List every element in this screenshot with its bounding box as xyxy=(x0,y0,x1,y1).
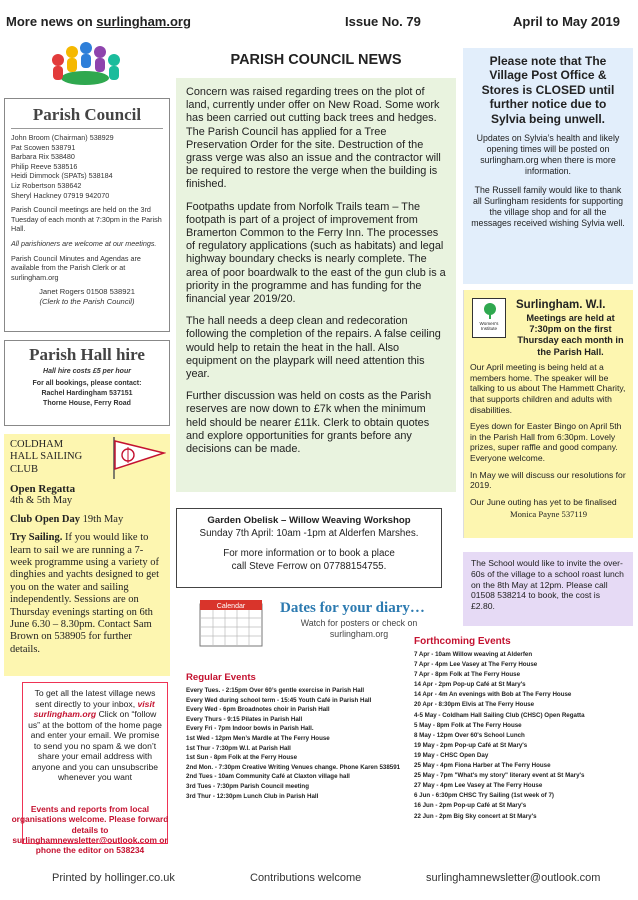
club-name-line: CLUB xyxy=(10,463,39,475)
wi-logo-text: Women's Institute xyxy=(479,321,499,331)
diary-subtitle: Watch for posters or check on surlingham.org xyxy=(300,618,418,640)
parish-news-box xyxy=(176,78,456,492)
footer-contributions: Contributions welcome xyxy=(250,872,362,884)
sailing-club-burgee-icon xyxy=(110,435,166,481)
parish-council-box xyxy=(4,98,170,332)
list-item: Every Tues. - 2:15pm Over 60’s gentle exercise in Parish Hall xyxy=(186,687,365,694)
list-item: Every Wed during school term - 15:45 Youth Café in Parish Hall xyxy=(186,696,372,704)
hall-bookings-label: For all bookings, please contact: xyxy=(32,380,142,387)
womens-institute-box xyxy=(463,290,633,538)
more-news-header xyxy=(6,14,191,29)
try-sailing-title: Try Sailing. xyxy=(10,532,63,544)
hall-address: Thorne House, Ferry Road xyxy=(43,400,131,407)
list-item: 6 Jun - 6:30pm CHSC Try Sailing (1st week of 7) xyxy=(414,792,554,800)
list-item: 25 May - 7pm "What's my story" literary event at St Mary's xyxy=(414,772,585,780)
school-lunch-box: The School would like to invite the over-60s of the village to a school roast lunch on the 8th May at 12pm. Please call 01508 538214 to book, the cost is £2.80. xyxy=(463,552,633,626)
clerk-contact: Janet Rogers 01508 538921 xyxy=(39,287,135,297)
list-item: Every Fri - 7pm Indoor bowls in Parish Hall. xyxy=(186,725,314,733)
workshop-info: For more information or to book a place xyxy=(223,548,395,560)
post-office-updates: Updates on Sylvia’s health and likely opening times will be posted on surlingham.org when there is more information. xyxy=(476,133,620,177)
parish-council-welcome: All parishioners are welcome at our meetings. xyxy=(11,238,157,248)
list-item: 5 May - 8pm Folk at The Ferry House xyxy=(414,721,522,729)
parish-news-paragraph: Footpaths update from Norfolk Trails team – The footpath is part of a project of improvement from Bramerton Common to the Ferry Inn. The processes of regulatory applications (such as habitats) and legal highway boundary checks is nearly complete. The area of poor boardwalk to the east of the gun club is a priority in the programme and has funding for the financial year 2019/20. xyxy=(186,200,446,306)
parish-hall-hire-box xyxy=(4,340,170,426)
club-name-line: COLDHAM xyxy=(10,439,64,450)
community-people-icon xyxy=(44,38,126,92)
workshop-when: Sunday 7th April: 10am -1pm at Alderfen Marshes. xyxy=(199,527,419,539)
parish-news-title: PARISH COUNCIL NEWS xyxy=(230,52,402,68)
hall-hire-cost: Hall hire costs £5 per hour xyxy=(43,368,131,375)
parish-news-paragraph: Concern was raised regarding trees on the plot of land, currently under offer on New Road. Some work has been carried out cutting back trees and hedges. The Parish Council has applied for a Tree Preservation Order for the site. Destruction of the grass verge was also an issue and the contractor will be required to restore the verge when the building is finished. xyxy=(186,86,441,191)
list-item: Every Wed - 6pm Broadnotes choir in Parish Hall xyxy=(186,706,330,714)
forthcoming-events-list xyxy=(414,650,636,822)
open-day-date: 19th May xyxy=(82,513,124,525)
regular-events-title: Regular Events xyxy=(186,672,256,683)
wi-paragraph: Our April meeting is being held at a members home. The speaker will be talking to us about The Hammett Charity, that supports children and adults with disabilities. xyxy=(470,362,626,415)
list-item: 1st Sun - 8pm Folk at the Ferry House xyxy=(186,754,298,762)
list-item: 16 Jun - 2pm Pop-up Café at St Mary's xyxy=(414,802,527,810)
list-item: 1st Thur - 7:30pm W.I. at Parish Hall xyxy=(186,744,291,752)
signup-link[interactable]: visit surlingham.org xyxy=(33,698,155,719)
calendar-icon xyxy=(194,594,268,650)
wi-signoff: Monica Payne 537119 xyxy=(509,509,587,520)
list-item: 19 May - 2pm Pop-up Café at St Mary's xyxy=(414,741,528,749)
parish-news-paragraph: The hall needs a deep clean and redecoration following the completion of the repairs. A false ceiling would help to retain the heat in the hall. Also equipment on the playpark will need attention this year. xyxy=(186,315,441,381)
clerk-role: (Clerk to the Parish Council) xyxy=(39,296,135,306)
parish-council-title: Parish Council xyxy=(32,105,142,124)
list-item: 22 Jun - 2pm Big Sky concert at St Mary's xyxy=(414,812,537,820)
wi-paragraph: In May we will discuss our resolutions for 2019. xyxy=(470,469,626,491)
member-line: Pat Scowen 538791 xyxy=(11,142,76,152)
signup-text: To get all the latest village news sent directly to your inbox, xyxy=(34,688,156,709)
list-item: 19 May - CHSC Open Day xyxy=(414,751,489,759)
list-item: 27 May - 4pm Lee Vasey at The Ferry House xyxy=(414,782,543,790)
member-line: John Broom (Chairman) 538929 xyxy=(11,133,114,142)
member-line: Barbara Rix 538480 xyxy=(11,152,75,162)
member-line: Heidi Dimmock (SPATs) 538184 xyxy=(11,171,113,181)
parish-council-minutes: Parish Council Minutes and Agendas are available from the Parish Clerk or at surlingham.org xyxy=(11,253,141,282)
forthcoming-events-title: Forthcoming Events xyxy=(414,636,511,647)
open-day-title: Club Open Day xyxy=(10,513,81,525)
member-line: Sheryl Hackney 07919 942070 xyxy=(11,190,110,200)
list-item: 4-5 May - Coldham Hall Sailing Club (CHSC) Open Regatta xyxy=(414,711,585,719)
post-office-notice xyxy=(463,48,633,284)
list-item: 14 Apr - 4m An evenings with Bob at The Ferry House xyxy=(414,691,572,699)
list-item: Every Thurs - 9:15 Pilates in Parish Hall xyxy=(186,715,303,723)
post-office-closed-notice: Please note that The Village Post Office & Stores is CLOSED until further notice due to Sylvia being unwell. xyxy=(481,54,615,126)
footer-printed-by: Printed by hollinger.co.uk xyxy=(52,872,175,884)
willow-workshop-box xyxy=(176,508,442,588)
list-item: 3rd Thur - 12:30pm Lunch Club in Parish Hall xyxy=(186,792,319,800)
sailing-club-box xyxy=(4,434,170,676)
wi-meetings: Meetings are held at 7:30pm on the first Thursday each month in the Parish Hall. xyxy=(517,312,624,357)
list-item: 1st Wed - 12pm Men’s Mardle at The Ferry House xyxy=(186,734,330,742)
parish-council-meetings: Parish Council meetings are held on the 3rd Tuesday of each month at 7:30pm in the Parish Hall. xyxy=(11,205,162,234)
list-item: 7 Apr - 4pm Lee Vasey at The Ferry House xyxy=(414,661,538,669)
list-item: 14 Apr - 2pm Pop-up Café at St Mary's xyxy=(414,681,526,689)
workshop-contact: call Steve Ferrow on 07788154755. xyxy=(231,560,387,572)
parish-council-members xyxy=(11,133,163,200)
try-sailing-text: If you would like to learn to sail we are running a 7-week programme using a variety of dinghies and yachts designed to get you on the water and sailing independently. Sessions are on Thursday evenings starting on 6th June 6.30 – 8.30pm. xyxy=(10,532,160,631)
wi-title: Surlingham. W.I. xyxy=(516,299,606,311)
try-sailing-contact: Contact Sam Brown on 538905 for further details. xyxy=(10,619,152,655)
list-item: 25 May - 4pm Fiona Harber at The Ferry House xyxy=(414,762,551,770)
club-name-line: HALL SAILING xyxy=(10,451,83,463)
post-office-thanks: The Russell family would like to thank all Surlingham residents for supporting the village shop and for all the messages received wishing Sylvia well. xyxy=(471,185,625,229)
footer-email[interactable]: surlinghamnewsletter@outlook.com xyxy=(426,872,601,884)
events-welcome-note: Events and reports from local organisations welcome. Please forward details to surlinghamnewsletter@outlook.com or phone the editor on 538234 xyxy=(11,804,169,856)
list-item: 8 May - 12pm Over 60's School Lunch xyxy=(414,731,525,739)
issue-date-range: April to May 2019 xyxy=(513,14,620,29)
signup-text-rest: Click on “follow us” at the bottom of the home page and enter your email. We promise to send you no spam & we don’t share your email address with anyone and you can unsubscribe whenever you want xyxy=(28,709,162,782)
parish-news-paragraph: Further discussion was held on costs as the Parish reserves are now down to £7k when the minimum held should be nearer £11k. Clerk to obtain quotes and explore opportunities for grants before any decisions can be made. xyxy=(186,390,432,456)
member-line: Liz Robertson 538642 xyxy=(11,180,82,190)
printer-link[interactable]: hollinger.co.uk xyxy=(104,872,175,884)
parish-hall-title: Parish Hall hire xyxy=(29,345,145,364)
list-item: 2nd Mon. - 7:30pm Creative Writing Venues change. Phone Karen 538591 xyxy=(186,763,401,771)
calendar-label: Calendar xyxy=(216,603,246,610)
open-regatta-title: Open Regatta xyxy=(10,483,76,495)
list-item: 3rd Tues - 7:30pm Parish Council meeting xyxy=(186,782,309,790)
list-item: 7 Apr - 10am Willow weaving at Alderfen xyxy=(414,651,533,658)
regular-events-list xyxy=(186,686,412,801)
wi-paragraph: Eyes down for Easter Bingo on April 5th in the Parish Hall from 6:30pm. Lovely prizes, super raffle and good company. Everyone welcome. xyxy=(470,421,622,463)
member-line: Philip Reeve 538516 xyxy=(11,161,78,171)
list-item: 7 Apr - 8pm Folk at The Ferry House xyxy=(414,671,521,679)
more-news-link[interactable]: surlingham.org xyxy=(96,14,191,29)
hall-contact: Rachel Hardingham 537151 xyxy=(41,390,133,397)
issue-number: Issue No. 79 xyxy=(345,14,421,29)
list-item: 2nd Tues - 10am Community Café at Claxton village hall xyxy=(186,773,350,781)
more-news-prefix: More news on xyxy=(6,14,97,29)
workshop-title: Garden Obelisk – Willow Weaving Workshop xyxy=(207,515,411,526)
womens-institute-logo-icon xyxy=(472,298,506,338)
list-item: 20 Apr - 8:30pm Elvis at The Ferry House xyxy=(414,701,535,709)
diary-title: Dates for your diary… xyxy=(280,600,425,616)
open-regatta-date: 4th & 5th May xyxy=(10,495,73,507)
wi-paragraph: Our June outing has yet to be finalised xyxy=(470,496,617,507)
